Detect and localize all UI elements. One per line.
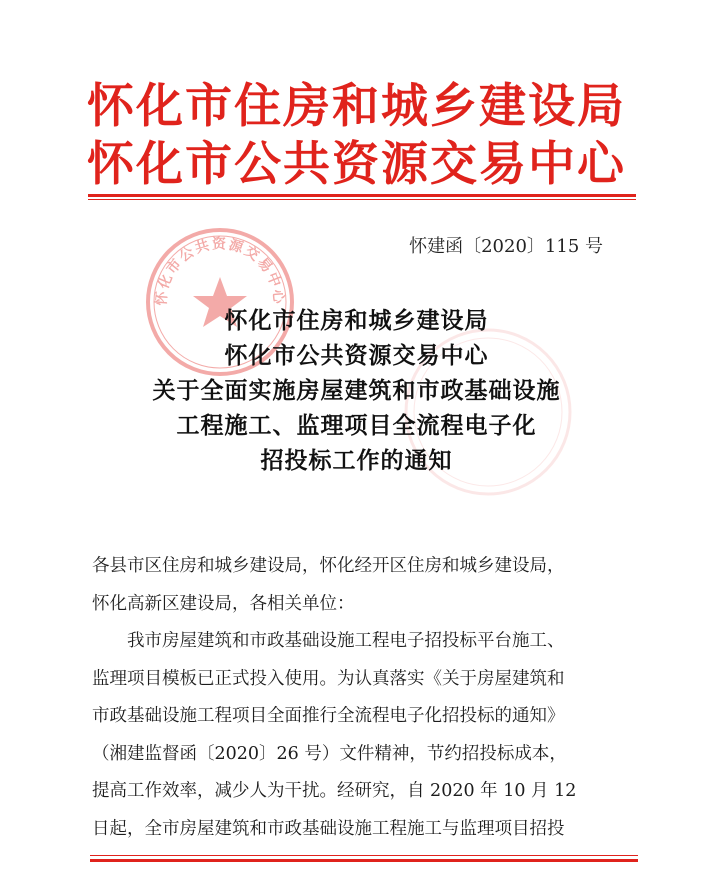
notice-body xyxy=(92,548,632,848)
letterhead xyxy=(0,78,713,194)
body-line: 怀化高新区建设局，各相关单位： xyxy=(92,593,355,614)
document-number: 怀建函〔2020〕115 号 xyxy=(409,236,603,257)
body-line: 提高工作效率，减少人为干扰。经研究，自 2020 年 10 月 12 xyxy=(92,781,577,801)
body-line: （湘建监督函〔2020〕26 号）文件精神，节约招投标成本， xyxy=(92,743,567,764)
title-line-2: 怀化市公共资源交易中心 xyxy=(224,342,489,369)
footer-rule-thin xyxy=(90,855,638,856)
letterhead-rule-thick xyxy=(88,194,636,197)
title-line-1: 怀化市住房和城乡建设局 xyxy=(224,307,489,334)
body-line: 各县市区住房和城乡建设局，怀化经开区住房和城乡建设局， xyxy=(92,556,565,576)
title-line-5: 招投标工作的通知 xyxy=(260,447,453,474)
letterhead-line-1: 怀化市住房和城乡建设局 xyxy=(87,79,626,134)
letterhead-line-2: 怀化市公共资源交易中心 xyxy=(87,137,626,192)
letterhead-rule-thin xyxy=(88,199,636,200)
body-line: 日起，全市房屋建筑和市政基础设施工程施工与监理项目招投 xyxy=(92,818,565,839)
footer-rule-thick xyxy=(90,859,638,862)
body-line: 市政基础设施工程项目全面推行全流程电子化招投标的通知》 xyxy=(92,706,565,726)
title-line-4: 工程施工、监理项目全流程电子化 xyxy=(176,412,537,439)
body-line: 我市房屋建筑和市政基础设施工程电子招投标平台施工、 xyxy=(92,631,565,651)
seal-text: 怀化市公共资源交易中心 xyxy=(153,236,287,307)
title-line-3: 关于全面实施房屋建筑和市政基础设施 xyxy=(152,377,561,404)
notice-title xyxy=(0,303,713,478)
body-line: 监理项目模板已正式投入使用。为认真落实《关于房屋建筑和 xyxy=(92,668,565,689)
